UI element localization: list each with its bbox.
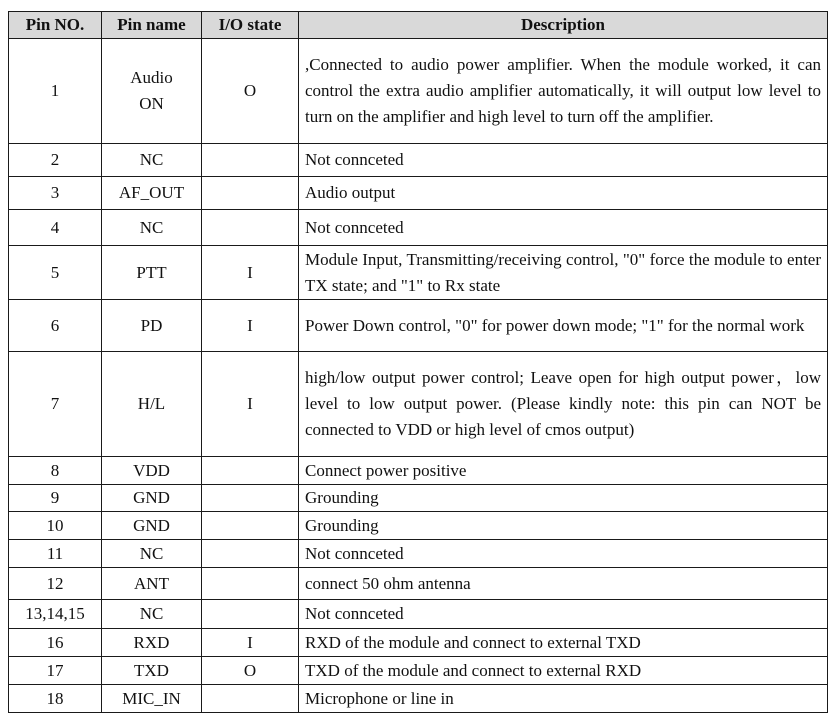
pin-description: high/low output power control; Leave open for high output power，low level to low output power. (Please kindly note: this pin can NOT be connected to VDD or high level of cmos output)	[299, 352, 828, 457]
pin-name: GND	[102, 512, 202, 540]
pin-description: TXD of the module and connect to external RXD	[299, 657, 828, 685]
pin-name: MIC_IN	[102, 685, 202, 713]
pin-name: NC	[102, 600, 202, 629]
pin-description: RXD of the module and connect to external TXD	[299, 629, 828, 657]
pin-description: Power Down control, "0" for power down mode; "1" for the normal work	[299, 300, 828, 352]
pin-number: 8	[9, 457, 102, 485]
table-row	[9, 300, 828, 352]
table-row	[9, 246, 828, 300]
header-description: Description	[299, 12, 828, 39]
io-state: I	[202, 629, 299, 657]
pin-number: 5	[9, 246, 102, 300]
pin-number: 17	[9, 657, 102, 685]
table-row	[9, 352, 828, 457]
pin-name: Audio ON	[102, 39, 202, 144]
io-state	[202, 457, 299, 485]
io-state	[202, 512, 299, 540]
table-row	[9, 485, 828, 512]
pin-description: ,Connected to audio power amplifier. When the module worked, it can control the extra audio amplifier automatically, it will output low level to turn on the amplifier and high level to turn off the amplifier.	[299, 39, 828, 144]
table-row	[9, 210, 828, 246]
pin-description: Grounding	[299, 485, 828, 512]
pin-description: Not connceted	[299, 210, 828, 246]
pin-number: 10	[9, 512, 102, 540]
header-pin-name: Pin name	[102, 12, 202, 39]
io-state: O	[202, 39, 299, 144]
table-row	[9, 540, 828, 568]
io-state	[202, 210, 299, 246]
pin-name: PD	[102, 300, 202, 352]
table-row	[9, 39, 828, 144]
pin-number: 12	[9, 568, 102, 600]
pin-name: NC	[102, 540, 202, 568]
io-state	[202, 568, 299, 600]
pin-number: 1	[9, 39, 102, 144]
pin-description: Not connceted	[299, 600, 828, 629]
pin-name: VDD	[102, 457, 202, 485]
table-row	[9, 685, 828, 713]
pin-number: 11	[9, 540, 102, 568]
table-row	[9, 177, 828, 210]
io-state	[202, 485, 299, 512]
pin-number: 18	[9, 685, 102, 713]
pin-name: GND	[102, 485, 202, 512]
pin-number: 2	[9, 144, 102, 177]
io-state	[202, 540, 299, 568]
header-pin-no: Pin NO.	[9, 12, 102, 39]
io-state: I	[202, 300, 299, 352]
header-row	[9, 12, 828, 39]
pin-description: Not connceted	[299, 540, 828, 568]
table-row	[9, 568, 828, 600]
pin-description: Not connceted	[299, 144, 828, 177]
pin-number: 9	[9, 485, 102, 512]
pin-name: PTT	[102, 246, 202, 300]
pin-name: H/L	[102, 352, 202, 457]
table-row	[9, 629, 828, 657]
table-row	[9, 657, 828, 685]
pin-name: ANT	[102, 568, 202, 600]
table-row	[9, 457, 828, 485]
pin-number: 7	[9, 352, 102, 457]
table-row	[9, 144, 828, 177]
table-header	[9, 12, 828, 39]
pin-description: Module Input, Transmitting/receiving control, "0" force the module to enter TX state; and "1" to Rx state	[299, 246, 828, 300]
pin-description: Connect power positive	[299, 457, 828, 485]
pin-name: NC	[102, 144, 202, 177]
pin-number: 13,14,15	[9, 600, 102, 629]
pin-description: Audio output	[299, 177, 828, 210]
pin-name: RXD	[102, 629, 202, 657]
pin-description: connect 50 ohm antenna	[299, 568, 828, 600]
pin-name: TXD	[102, 657, 202, 685]
io-state	[202, 177, 299, 210]
pin-description: Grounding	[299, 512, 828, 540]
io-state: I	[202, 246, 299, 300]
pin-number: 4	[9, 210, 102, 246]
pin-number: 16	[9, 629, 102, 657]
pin-description-table	[8, 11, 828, 713]
pin-description: Microphone or line in	[299, 685, 828, 713]
table-body	[9, 39, 828, 713]
io-state	[202, 144, 299, 177]
table-row	[9, 512, 828, 540]
io-state	[202, 685, 299, 713]
io-state	[202, 600, 299, 629]
header-io-state: I/O state	[202, 12, 299, 39]
pin-number: 6	[9, 300, 102, 352]
table-row	[9, 600, 828, 629]
pin-name: NC	[102, 210, 202, 246]
io-state: O	[202, 657, 299, 685]
pin-name: AF_OUT	[102, 177, 202, 210]
pin-number: 3	[9, 177, 102, 210]
io-state: I	[202, 352, 299, 457]
